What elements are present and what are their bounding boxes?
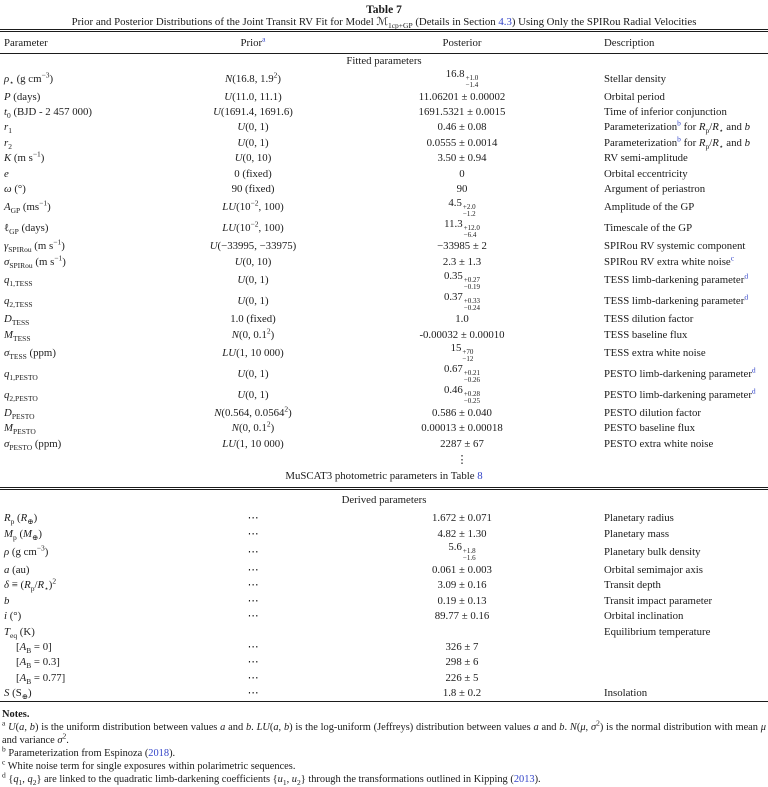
param-cell: $[A_B = 0]$ [16,640,52,656]
param-cell: S $(S_\oplus)$ [4,687,32,702]
posterior-cell: 90 [456,183,468,196]
reference-link[interactable]: b [677,118,681,128]
table-row [0,312,768,327]
prior-cell: 90 (fixed) [231,183,275,196]
section-title: Derived parameters [341,494,427,507]
reference-link[interactable]: d [744,271,749,281]
param-cell: $M_{PESTO}$ [4,422,36,437]
description-cell [576,670,768,685]
reference-link[interactable]: d [751,386,756,396]
description-cell: PESTO extra white noise [604,437,714,450]
table-body [0,54,768,701]
prior-cell: U(0, 1) [237,274,269,287]
param-cell: $q_{1,PESTO}$ [4,367,38,382]
table-row [0,685,768,700]
posterior-cell: 0.00013 ± 0.00018 [421,422,503,435]
posterior-cell: 4.5 +2.0 −1.2 [448,196,476,218]
description-cell: Amplitude of the GP [604,201,695,214]
prior-cell: ⋯ [247,594,259,607]
posterior-cell: 0.46 +0.28 −0.25 [443,384,481,406]
table-row [0,405,768,420]
table-number: Table 7 [366,4,402,16]
prior-cell: N(0, $0.1^2$) [231,326,275,341]
param-cell [0,451,158,468]
posterior-cell: 1691.5321 ± 0.0015 [418,106,506,119]
param-cell: ω (°) [4,183,26,196]
param-cell: $q_{1,TESS}$ [4,274,33,289]
prior-cell: ⋯ [247,527,259,540]
posterior-cell [348,624,576,639]
prior-cell: $LU(10^{-2}$, 100) [222,219,284,235]
column-header-posterior: Posterior [442,36,482,49]
table-row [0,451,768,468]
prior-cell: 0 (fixed) [234,167,272,180]
table-row [0,104,768,119]
param-cell: $D_{PESTO}$ [4,406,35,422]
prior-cell: ⋯ [247,610,259,623]
vertical-ellipsis: ⋮ [456,453,468,466]
param-cell: $\sigma_{PESTO}$ (ppm) [4,437,62,452]
param-cell: $A_{GP}$ $(ms^{-1})$ [4,198,51,216]
uncertainty-stack: +2.0 −1.2 [462,202,476,218]
prior-cell: N(0, $0.1^2$) [231,419,275,435]
reference-link[interactable]: c [730,253,735,263]
description-cell: TESS limb-darkening parameter$^d$ [604,271,749,287]
table-row [0,68,768,89]
description-cell: RV semi-amplitude [604,152,688,165]
description-cell: TESS baseline flux [604,328,688,341]
uncertainty-stack: +70 −12 [462,348,474,364]
param-cell: $T_{eq}$ (K) [4,625,35,640]
description-cell: Stellar density [604,72,667,85]
section-title: Fitted parameters [346,55,422,67]
description-cell [576,655,768,670]
prior-cell: N(16.8, $1.9^2$) [225,69,281,85]
column-header-parameter: Parameter [4,36,48,49]
table-row [0,151,768,166]
bottom-rule [0,701,768,702]
prior-cell: U(0, 1) [237,367,269,380]
posterior-cell: 0 [459,167,465,180]
table-row [0,562,768,577]
table-row [0,218,768,239]
description-cell: Planetary bulk density [604,545,701,558]
table-row [0,254,768,269]
reference-link[interactable]: d [744,292,749,302]
posterior-cell: 0.0555 ± 0.0014 [426,136,498,149]
table-row [0,468,768,487]
prior-cell: U(0, 1) [237,388,269,401]
footnote-d: $^d$ {$q_1$, $q_2$} are linked to the quadratic limb-darkening coefficients {$u_1$, $u_2$} through the transformations outlined in Kipping (2013). [2,770,541,787]
description-cell: Parameterization$^b$ for $R_p/R_⋆$ and b [604,134,750,152]
posterior-cell: 15 +70 −12 [450,342,474,364]
table-row [0,363,768,384]
prior-cell [158,624,348,639]
description-cell: Planetary radius [604,512,674,525]
prior-cell: N(0.564, 0.0564$^2$) [214,404,292,419]
column-header-description: Description [604,36,655,49]
description-cell: Orbital inclination [604,610,684,623]
prior-cell: U(1691.4, 1691.6) [213,106,293,119]
description-cell: PESTO limb-darkening parameter$^d$ [604,386,756,401]
table-row [0,291,768,312]
prior-cell: ⋯ [247,512,259,525]
section-header-row [0,54,768,68]
posterior-cell: 2287 ± 67 [440,437,484,450]
table-row [0,239,768,254]
description-cell: Transit depth [604,579,661,592]
table-row [0,578,768,593]
section-header-row [0,490,768,510]
prior-cell: ⋯ [247,656,259,669]
description-cell: Orbital eccentricity [604,167,688,180]
footnote-marker: c [2,757,6,767]
param-cell: $R_p$ $(R_\oplus)$ [4,512,38,527]
description-cell: Transit impact parameter [604,594,713,607]
uncertainty-stack: +12.0 −6.4 [463,223,480,239]
table-row [0,270,768,291]
posterior-cell: 5.6 +1.8 −1.6 [448,541,476,563]
posterior-cell: 0.46 ± 0.08 [437,121,487,134]
table-row [0,181,768,196]
column-header-table [0,32,768,53]
prior-cell: ⋯ [247,545,259,558]
table-notes [0,708,768,786]
description-cell: Orbital semimajor axis [604,563,703,576]
prior-cell: ⋯ [247,687,259,700]
table-row [0,197,768,218]
prior-cell: U(0, 1) [237,295,269,308]
posterior-cell: 3.09 ± 0.16 [437,579,487,592]
description-cell: SPIRou RV systemic component [604,240,746,253]
description-cell: TESS limb-darkening parameter$^d$ [604,292,749,308]
posterior-cell: 3.50 ± 0.94 [437,152,487,165]
description-cell: Timescale of the GP [604,222,693,235]
section-table-fitted [0,54,768,487]
uncertainty-stack: +0.21 −0.26 [463,369,481,385]
prior-cell: LU(1, 10 000) [222,346,284,359]
table-row [0,342,768,363]
param-cell: $[A_B = 0.77]$ [16,671,66,686]
table-row [0,541,768,562]
posterior-cell: 1.0 [455,313,469,326]
column-header-row [0,32,768,53]
prior-cell: ⋯ [247,671,259,684]
prior-cell: ⋯ [247,579,259,592]
param-cell: b [4,594,10,607]
table-row [0,510,768,525]
description-cell: SPIRou RV extra white noise$^c$ [604,253,735,268]
reference-link[interactable]: b [677,134,681,144]
prior-cell: ⋯ [247,563,259,576]
param-cell: $\gamma_{SPIRou}$ (m $s^{-1}$) [4,237,65,255]
description-cell [576,451,768,468]
param-cell: ρ (g $cm^{-3}$) [4,543,49,558]
reference-link[interactable]: 2013 [513,773,535,785]
table-row [0,436,768,451]
reference-link[interactable]: 2018 [148,747,170,759]
table-row [0,655,768,670]
prior-cell: U(0, 10) [234,255,272,268]
posterior-cell: 298 ± 6 [445,656,479,669]
prior-cell: LU(1, 10 000) [222,437,284,450]
reference-link[interactable]: 8 [477,470,483,483]
param-cell: $[A_B = 0.3]$ [16,656,60,671]
param-cell: $M_p$ $(M_\oplus)$ [4,527,42,542]
param-cell: $q_{2,TESS}$ [4,295,33,310]
description-cell: Insolation [604,687,648,700]
uncertainty-stack: +1.0 −1.4 [465,74,479,89]
column-header-prior: Prior$^a$ [240,33,266,49]
posterior-cell: 0.67 +0.21 −0.26 [443,363,481,385]
posterior-cell: 2.3 ± 1.3 [442,255,482,268]
footnote-b: $^b$ Parameterization from Espinoza (2018). [2,744,176,759]
param-cell: e [4,167,9,180]
table-row [0,89,768,104]
prior-cell: $LU(10^{-2}$, 100) [222,198,284,214]
param-cell: $\delta \equiv (R_p/R_⋆)^2$ [4,576,57,594]
footnote-marker: d [2,770,6,780]
param-cell: $M_{TESS}$ [4,328,31,343]
table-row [0,327,768,342]
description-cell: Time of inferior conjunction [604,106,727,119]
param-cell: ℓ$_{GP}$ (days) [4,222,49,237]
param-cell: i (°) [4,610,22,623]
table-row [0,526,768,541]
notes-label: Notes. [2,708,30,720]
posterior-cell: 0.061 ± 0.003 [432,563,492,576]
prior-cell: 1.0 (fixed) [230,313,276,326]
prior-cell: U(0, 1) [237,136,269,149]
prior-cell: U(0, 1) [237,121,269,134]
footnote-marker: a [2,718,6,728]
param-cell: a (au) [4,563,30,576]
description-cell: Planetary mass [604,527,670,540]
posterior-cell: 4.82 ± 1.30 [437,527,487,540]
reference-link[interactable]: d [751,365,756,375]
posterior-cell: 0.586 ± 0.040 [432,406,492,419]
prior-cell: U(11.0, 11.1) [224,90,282,103]
footnote-c: $^c$ White noise term for single exposures within polarimetric sequences. [2,757,296,772]
table-row [0,421,768,436]
param-cell: $\sigma_{SPIRou}$ (m $s^{-1}$) [4,253,66,270]
notes-body [2,718,767,787]
posterior-cell: 11.3 +12.0 −6.4 [444,217,480,239]
table-row [0,384,768,405]
param-cell: K (m $s^{-1}$) [4,149,45,165]
description-cell: Orbital period [604,90,665,103]
description-cell: TESS dilution factor [604,313,694,326]
posterior-cell: 1.672 ± 0.071 [432,512,492,525]
param-cell: $r_1$ [4,121,12,136]
posterior-cell: 89.77 ± 0.16 [434,610,490,623]
posterior-cell: 1.8 ± 0.2 [442,687,482,700]
param-cell: $q_{2,PESTO}$ [4,388,38,403]
param-cell: P (days) [4,90,41,103]
table-title-block [0,0,768,29]
table-row [0,166,768,181]
description-cell: Argument of periastron [604,183,706,196]
footnote-marker: b [2,744,6,754]
table-row [0,135,768,150]
posterior-cell: 11.06201 ± 0.00002 [418,90,506,103]
prior-cell: ⋯ [247,640,259,653]
posterior-cell: 326 ± 7 [445,640,479,653]
table-row [0,120,768,135]
table-row [0,593,768,608]
description-cell: PESTO dilution factor [604,406,701,419]
description-cell: Equilibrium temperature [604,625,711,638]
param-cell: $t_0$ (BJD - 2 457 000) [4,106,93,121]
param-cell: $D_{TESS}$ [4,313,30,328]
posterior-cell: -0.00032 ± 0.00010 [419,328,505,341]
table-caption: Prior and Posterior Distributions of the Joint Transit RV Fit for Model ℳ$_{1cp+GP}$ (Details in Section 4.3) Using Only the SPIRou Radial Velocities [71,16,697,31]
posterior-cell: 16.8 +1.0 −1.4 [445,68,479,89]
prior-cell: U(−33995, −33975) [209,240,297,253]
uncertainty-stack: +0.27 −0.19 [463,275,481,291]
uncertainty-stack: +1.8 −1.6 [462,547,476,563]
prior-cell: U(0, 10) [234,152,272,165]
footnote-a: $^a$ U(a, b) is the uniform distribution between values a and b. LU(a, b) is the log-uniform (Jeffreys) distribution between values a and b. N(μ, $\sigma^2$) is the normal distribution with mean μ and variance $\sigma^2$. [2,718,767,746]
description-cell: PESTO limb-darkening parameter$^d$ [604,365,756,380]
uncertainty-stack: +0.28 −0.25 [463,390,481,406]
reference-link[interactable]: a [262,33,266,43]
description-cell: PESTO baseline flux [604,422,695,435]
table-row [0,624,768,639]
uncertainty-stack: +0.33 −0.24 [463,296,481,312]
posterior-cell: 0.35 +0.27 −0.19 [443,269,481,291]
posterior-cell: 0.19 ± 0.13 [437,594,487,607]
posterior-cell: 0.37 +0.33 −0.24 [443,290,481,312]
param-cell: $r_2$ [4,136,12,152]
span-cell: MuSCAT3 photometric parameters in Table 8 [285,470,483,483]
reference-link[interactable]: 4.3 [498,16,512,28]
prior-cell [158,451,348,468]
description-cell: TESS extra white noise [604,346,706,359]
table-row [0,639,768,654]
description-cell [576,639,768,654]
posterior-cell: 226 ± 5 [445,671,479,684]
table-row [0,608,768,623]
posterior-cell: −33985 ± 2 [437,240,487,253]
description-cell: Parameterization$^b$ for $R_p/R_⋆$ and b [604,118,750,136]
param-cell: $\sigma_{TESS}$ (ppm) [4,346,56,361]
param-cell: $\rho_⋆$ (g $cm^{-3}$) [4,69,54,87]
section-table-derived [0,490,768,700]
table-row [0,670,768,685]
